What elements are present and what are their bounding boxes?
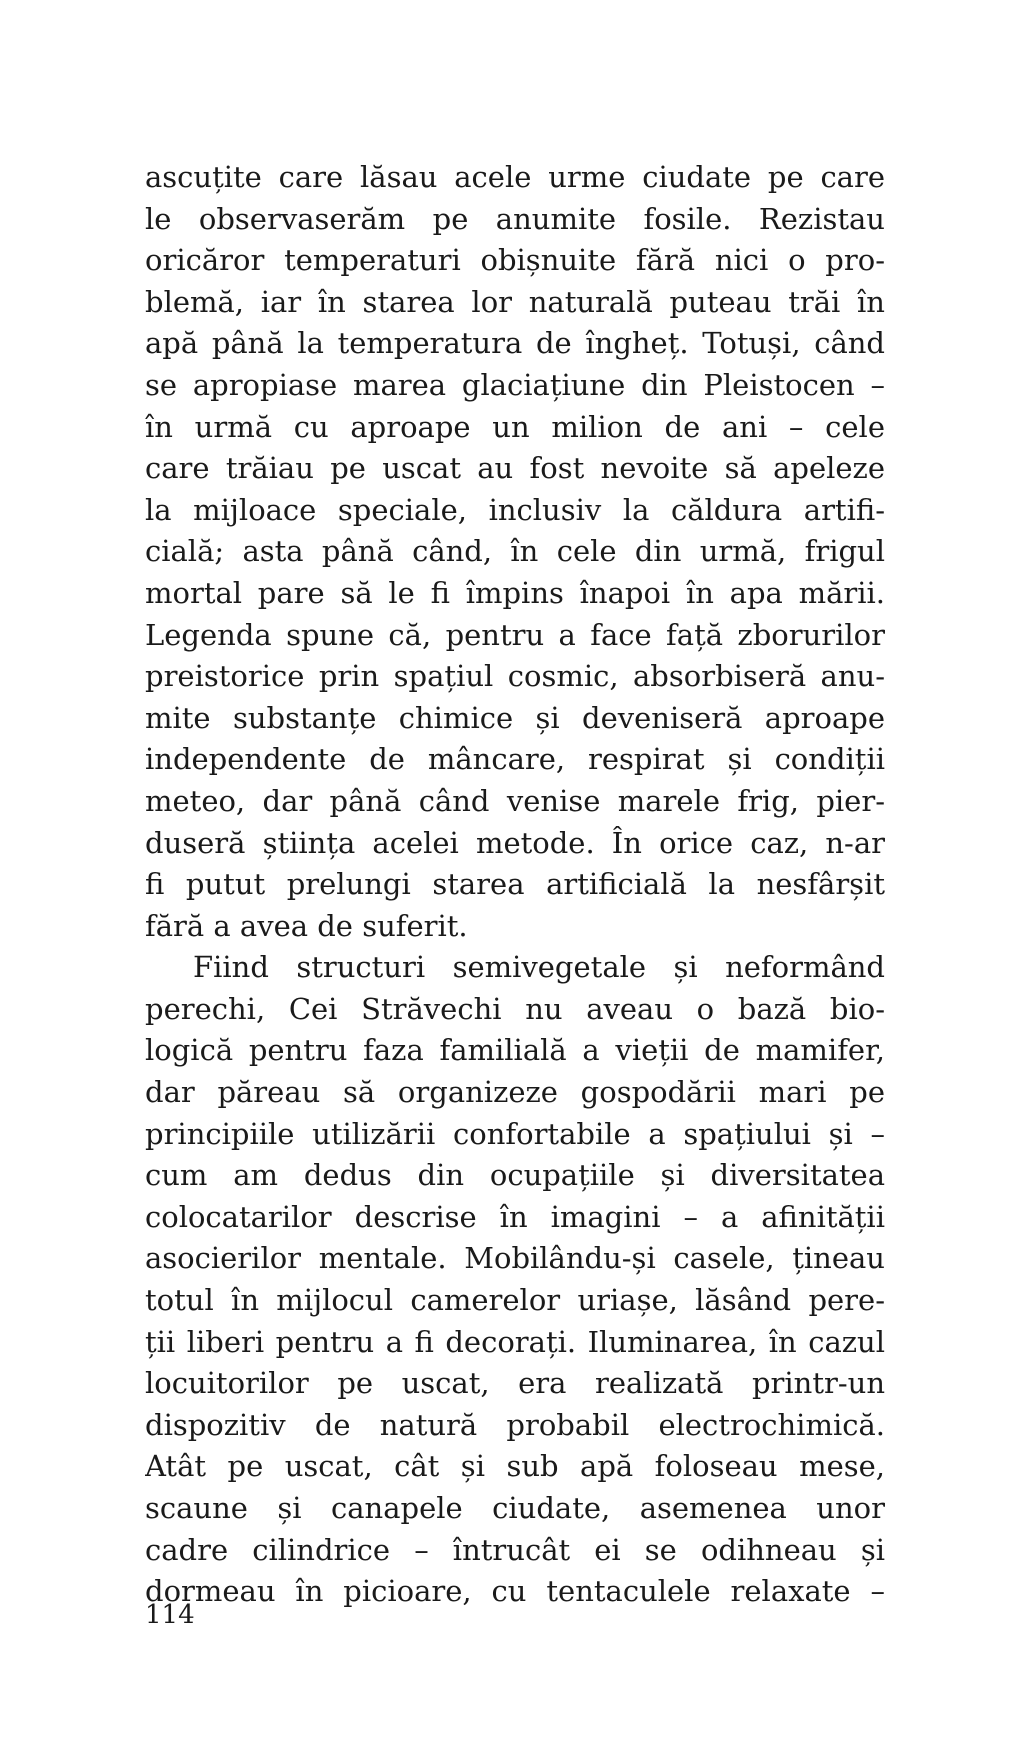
- text-line: în urmă cu aproape un milion de ani – cele: [145, 409, 885, 444]
- text-line: cum am dedus din ocupațiile și diversitatea: [145, 1158, 885, 1193]
- text-line: Atât pe uscat, cât și sub apă foloseau mese,: [145, 1449, 885, 1484]
- text-line: dispozitiv de natură probabil electrochimică.: [145, 1407, 885, 1442]
- text-line: blemă, iar în starea lor naturală puteau trăi în: [145, 284, 885, 319]
- page-number: 114: [145, 1600, 195, 1630]
- text-line: principiile utilizării confortabile a spațiului și –: [145, 1116, 885, 1151]
- text-line: oricăror temperaturi obișnuite fără nici o pro-: [145, 243, 885, 278]
- text-line: apă până la temperatura de îngheț. Totuși, când: [145, 326, 885, 361]
- text-line: duseră știința acelei metode. În orice caz, n-ar: [145, 825, 885, 860]
- text-line: independente de mâncare, respirat și condiții: [145, 742, 885, 777]
- text-line: dar păreau să organizeze gospodării mari pe: [145, 1075, 885, 1110]
- text-line: meteo, dar până când venise marele frig, pier-: [145, 783, 885, 818]
- text-line: ții liberi pentru a fi decorați. Iluminarea, în cazul: [145, 1324, 885, 1359]
- text-line: preistorice prin spațiul cosmic, absorbiseră anu-: [145, 659, 885, 694]
- text-line: Legenda spune că, pentru a face față zborurilor: [145, 617, 885, 652]
- text-line: care trăiau pe uscat au fost nevoite să apeleze: [145, 451, 885, 486]
- text-line: logică pentru faza familială a vieții de mamifer,: [145, 1033, 885, 1068]
- text-line: Fiind structuri semivegetale și neformând: [193, 950, 885, 985]
- text-line: fi putut prelungi starea artificială la nesfârșit: [145, 867, 885, 902]
- text-line: mite substanțe chimice și deveniseră aproape: [145, 700, 885, 735]
- text-line: cadre cilindrice – întrucât ei se odihneau și: [145, 1532, 885, 1567]
- paragraph: [145, 157, 885, 947]
- text-line: locuitorilor pe uscat, era realizată printr-un: [145, 1366, 885, 1401]
- text-line: asocierilor mentale. Mobilându-și casele, țineau: [145, 1241, 885, 1276]
- text-line: mortal pare să le fi împins înapoi în apa mării.: [145, 575, 885, 610]
- text-line: scaune și canapele ciudate, asemenea unor: [145, 1491, 885, 1525]
- text-line: totul în mijlocul camerelor uriașe, lăsând pere-: [145, 1283, 885, 1318]
- text-line: perechi, Cei Străvechi nu aveau o bază bio-: [145, 991, 885, 1026]
- text-line: le observaserăm pe anumite fosile. Rezistau: [145, 201, 885, 236]
- text-line: ascuțite care lăsau acele urme ciudate pe care: [145, 160, 885, 194]
- text-line: la mijloace speciale, inclusiv la căldura artifi-: [145, 492, 885, 527]
- text-line: colocatarilor descrise în imagini – a afinității: [145, 1199, 885, 1234]
- text-line: fără a avea de suferit.: [145, 908, 468, 943]
- paragraph: [145, 947, 885, 1613]
- text-line: cială; asta până când, în cele din urmă, frigul: [145, 534, 885, 569]
- text-line: dormeau în picioare, cu tentaculele relaxate –: [145, 1574, 885, 1609]
- body-text: [145, 157, 885, 1613]
- text-line: se apropiase marea glaciațiune din Pleistocen –: [145, 367, 885, 402]
